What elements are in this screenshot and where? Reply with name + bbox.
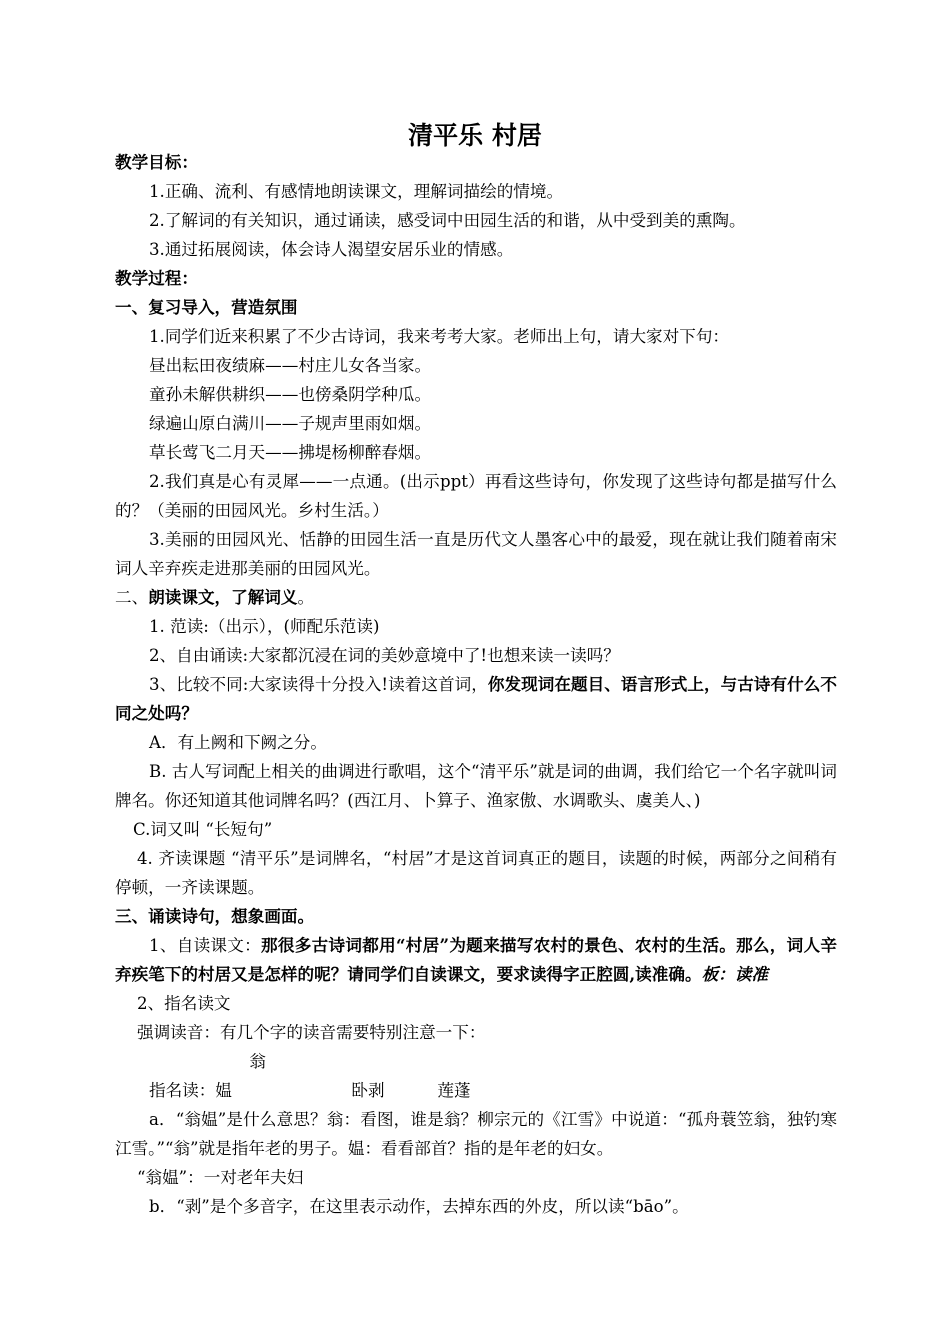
paragraph: a．“翁媪”是什么意思？翁：看图，谁是翁？柳宗元的《江雪》中说道：“孤舟蓑笠翁，独钓寒江雪。”“翁”就是指年老的男子。媪：看看部首？指的是年老的妇女。 (115, 1110, 837, 1158)
paragraph-text: 3、比较不同:大家读得十分投入!读着这首词， (149, 675, 488, 694)
section2-heading (115, 583, 837, 612)
word-list-label: 指名读： (149, 1081, 216, 1100)
section1-heading: 一、复习导入，营造氛围 (115, 298, 298, 317)
word-item: 莲蓬 (437, 1081, 471, 1100)
paragraph (115, 670, 837, 728)
objective-item: 2.了解词的有关知识，通过诵读，感受词中田园生活的和谐，从中受到美的熏陶。 (149, 211, 746, 230)
word-item: 卧剥 (351, 1081, 385, 1100)
paragraph: 2、指名读文 (137, 994, 231, 1013)
paragraph: 1.同学们近来积累了不少古诗词，我来考考大家。老师出上句，请大家对下句： (149, 327, 730, 346)
couplet-line: 绿遍山原白满川——子规声里雨如烟。 (149, 414, 432, 433)
objective-item: 3.通过拓展阅读，体会诗人渴望安居乐业的情感。 (149, 240, 514, 259)
couplet-line: 草长莺飞二月天——拂堤杨柳醉春烟。 (149, 443, 432, 462)
paragraph-bold-text: 那很多古诗词都用“村居”为题来描写农村的景色、农村的生活。那么，词人辛弃疾笔下的村居又是怎样的呢？请同学们自读课文，要求读得字正腔圆,读准确。 (115, 935, 837, 984)
section3-heading: 三、诵读诗句，想象画面。 (115, 907, 315, 926)
paragraph: 2.我们真是心有灵犀——一点通。(出示ppt）再看这些诗句，你发现了这些诗句都是描写什么的？（美丽的田园风光。乡村生活。） (115, 472, 837, 520)
paragraph: 1. 范读:（出示），(师配乐范读) (149, 617, 380, 636)
paragraph-text: 1、自读课文： (149, 936, 262, 955)
paragraph: b．“剥”是个多音字，在这里表示动作，去掉东西的外皮，所以读“bāo”。 (149, 1197, 689, 1216)
section2-heading-text: 朗读课文，了解词义 (148, 588, 298, 607)
list-item: B. 古人写词配上相关的曲调进行歌唱，这个“清平乐”就是词的曲调，我们给它一个名字就叫词牌名。你还知道其他词牌名吗？(西江月、卜算子、渔家傲、水调歌头、虞美人、) (115, 762, 837, 810)
section2-heading-number: 二、 (115, 588, 149, 607)
board-note: 板：读准 (701, 964, 768, 984)
couplet-line: 昼出耘田夜绩麻——村庄儿女各当家。 (149, 356, 432, 375)
list-item: C.词又叫 “长短句” (133, 820, 273, 839)
section2-heading-end: 。 (297, 588, 315, 607)
document-title: 清平乐 村居 (408, 121, 542, 150)
paragraph-bold-text: 你发现词在题目、语言形式上，与古诗有什么不同之处吗？ (115, 674, 837, 723)
objectives-heading: 教学目标： (115, 153, 198, 172)
couplet-line: 童孙未解供耕织——也傍桑阴学种瓜。 (149, 385, 432, 404)
word-item: 翁媪 (215, 1052, 266, 1100)
word-list (115, 1047, 837, 1105)
paragraph: 2、自由诵读:大家都沉浸在词的美妙意境中了!也想来读一读吗？ (149, 646, 620, 665)
paragraph: 强调读音：有几个字的读音需要特别注意一下： (137, 1023, 486, 1042)
paragraph (115, 931, 837, 989)
list-item: A．有上阙和下阙之分。 (149, 733, 327, 752)
paragraph: 3.美丽的田园风光、恬静的田园生活一直是历代文人墨客心中的最爱，现在就让我们随着南宋词人辛弃疾走进那美丽的田园风光。 (115, 530, 837, 578)
process-heading: 教学过程： (115, 269, 198, 288)
document-body (115, 148, 837, 1221)
paragraph: 4. 齐读课题 “清平乐”是词牌名，“村居”才是这首词真正的题目，读题的时候，两部分之间稍有停顿，一齐读课题。 (115, 849, 837, 897)
objective-item: 1.正确、流利、有感情地朗读课文，理解词描绘的情境。 (149, 182, 564, 201)
definition-line: “翁媪”：一对老年夫妇 (137, 1168, 304, 1187)
